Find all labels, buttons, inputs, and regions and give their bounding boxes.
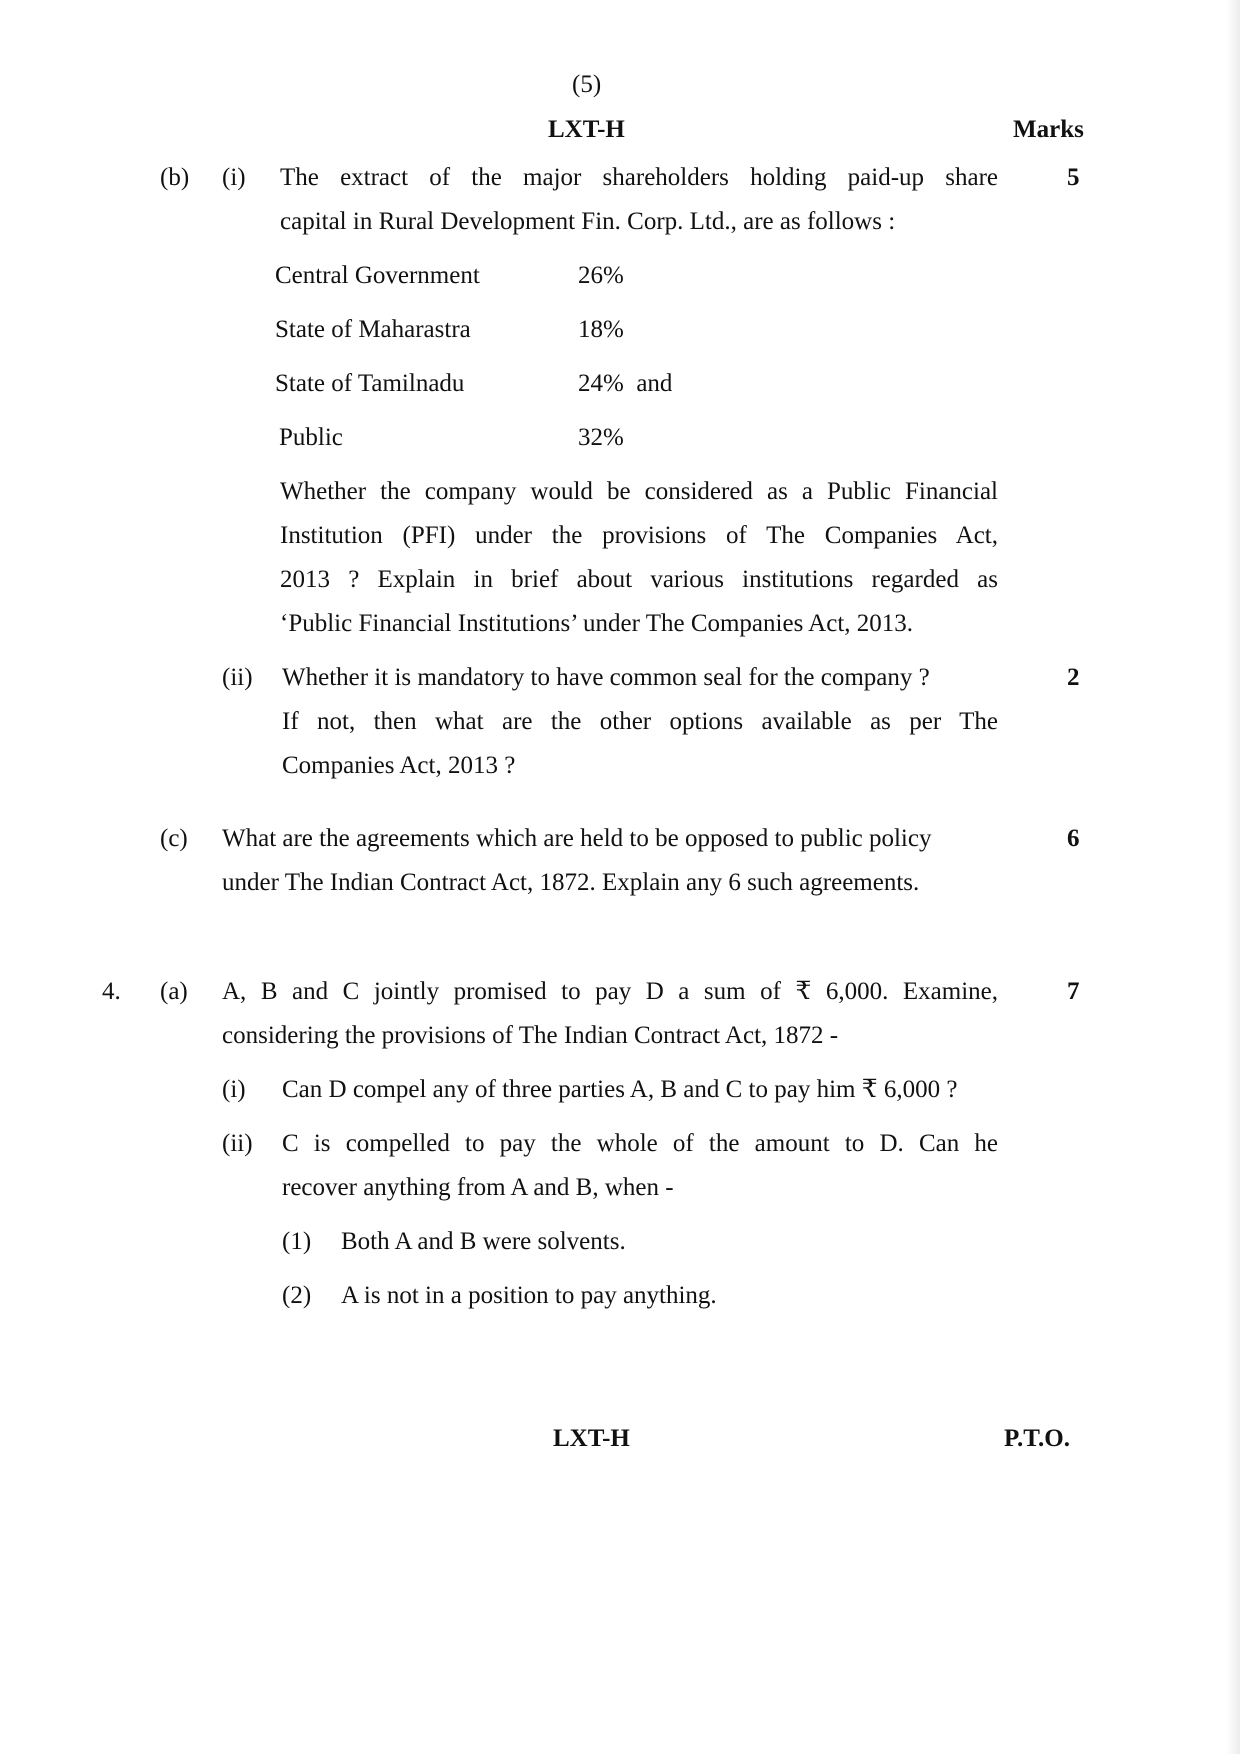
question-text-line: Institution (PFI) under the provisions of The Companies Act,: [280, 522, 998, 549]
question-text-line: C is compelled to pay the whole of the amount to D. Can he: [282, 1130, 998, 1157]
question-text-line: under The Indian Contract Act, 1872. Explain any 6 such agreements.: [222, 869, 920, 896]
question-text-line: What are the agreements which are held to be opposed to public policy: [222, 825, 932, 852]
question-4a-ii-label: (ii): [222, 1130, 253, 1157]
shareholder-name: Public: [279, 424, 343, 451]
question-text-line: If not, then what are the other options available as per The: [282, 708, 998, 735]
question-text-line: 2013 ? Explain in brief about various institutions regarded as: [280, 566, 998, 593]
shareholder-name: Central Government: [275, 262, 480, 289]
marks-value: 2: [1067, 664, 1080, 691]
question-3b-label: (b): [160, 164, 190, 191]
question-4a-label: (a): [160, 978, 188, 1005]
question-text-line: Whether the company would be considered as a Public Financial: [280, 478, 998, 505]
question-3b-ii-label: (ii): [222, 664, 253, 691]
question-4a-i-label: (i): [222, 1076, 246, 1103]
shareholder-percent: 26%: [578, 262, 624, 289]
marks-value: 7: [1067, 978, 1080, 1005]
shareholder-percent: 32%: [578, 424, 624, 451]
scan-edge-shadow: [1226, 0, 1240, 1754]
please-turn-over: P.T.O.: [1004, 1425, 1070, 1452]
page-number: (5): [572, 71, 602, 98]
case-text: A is not in a position to pay anything.: [341, 1282, 717, 1309]
case-text: Both A and B were solvents.: [341, 1228, 626, 1255]
question-3c-label: (c): [160, 825, 188, 852]
paper-code-footer: LXT-H: [553, 1425, 630, 1452]
paper-code-header: LXT-H: [548, 116, 625, 143]
question-3b-i-label: (i): [222, 164, 246, 191]
question-4-number: 4.: [102, 978, 121, 1005]
question-text-line: Can D compel any of three parties A, B and C to pay him ₹ 6,000 ?: [282, 1076, 958, 1103]
shareholder-percent: 18%: [578, 316, 624, 343]
shareholder-name: State of Maharastra: [275, 316, 471, 343]
case-label: (2): [282, 1282, 312, 1309]
case-label: (1): [282, 1228, 312, 1255]
shareholder-percent: 24% and: [578, 370, 673, 397]
question-text-line: capital in Rural Development Fin. Corp. Ltd., are as follows :: [280, 208, 896, 235]
question-text-line: The extract of the major shareholders holding paid-up share: [280, 164, 998, 191]
marks-value: 6: [1067, 825, 1080, 852]
question-text-line: considering the provisions of The Indian Contract Act, 1872 -: [222, 1022, 839, 1049]
question-text-line: Whether it is mandatory to have common seal for the company ?: [282, 664, 930, 691]
question-text-line: recover anything from A and B, when -: [282, 1174, 674, 1201]
question-text-line: Companies Act, 2013 ?: [282, 752, 516, 779]
marks-value: 5: [1067, 164, 1080, 191]
question-text-line: ‘Public Financial Institutions’ under The Companies Act, 2013.: [280, 610, 914, 637]
marks-column-heading: Marks: [1013, 116, 1084, 143]
shareholder-name: State of Tamilnadu: [275, 370, 465, 397]
question-text-line: A, B and C jointly promised to pay D a sum of ₹ 6,000. Examine,: [222, 978, 998, 1005]
